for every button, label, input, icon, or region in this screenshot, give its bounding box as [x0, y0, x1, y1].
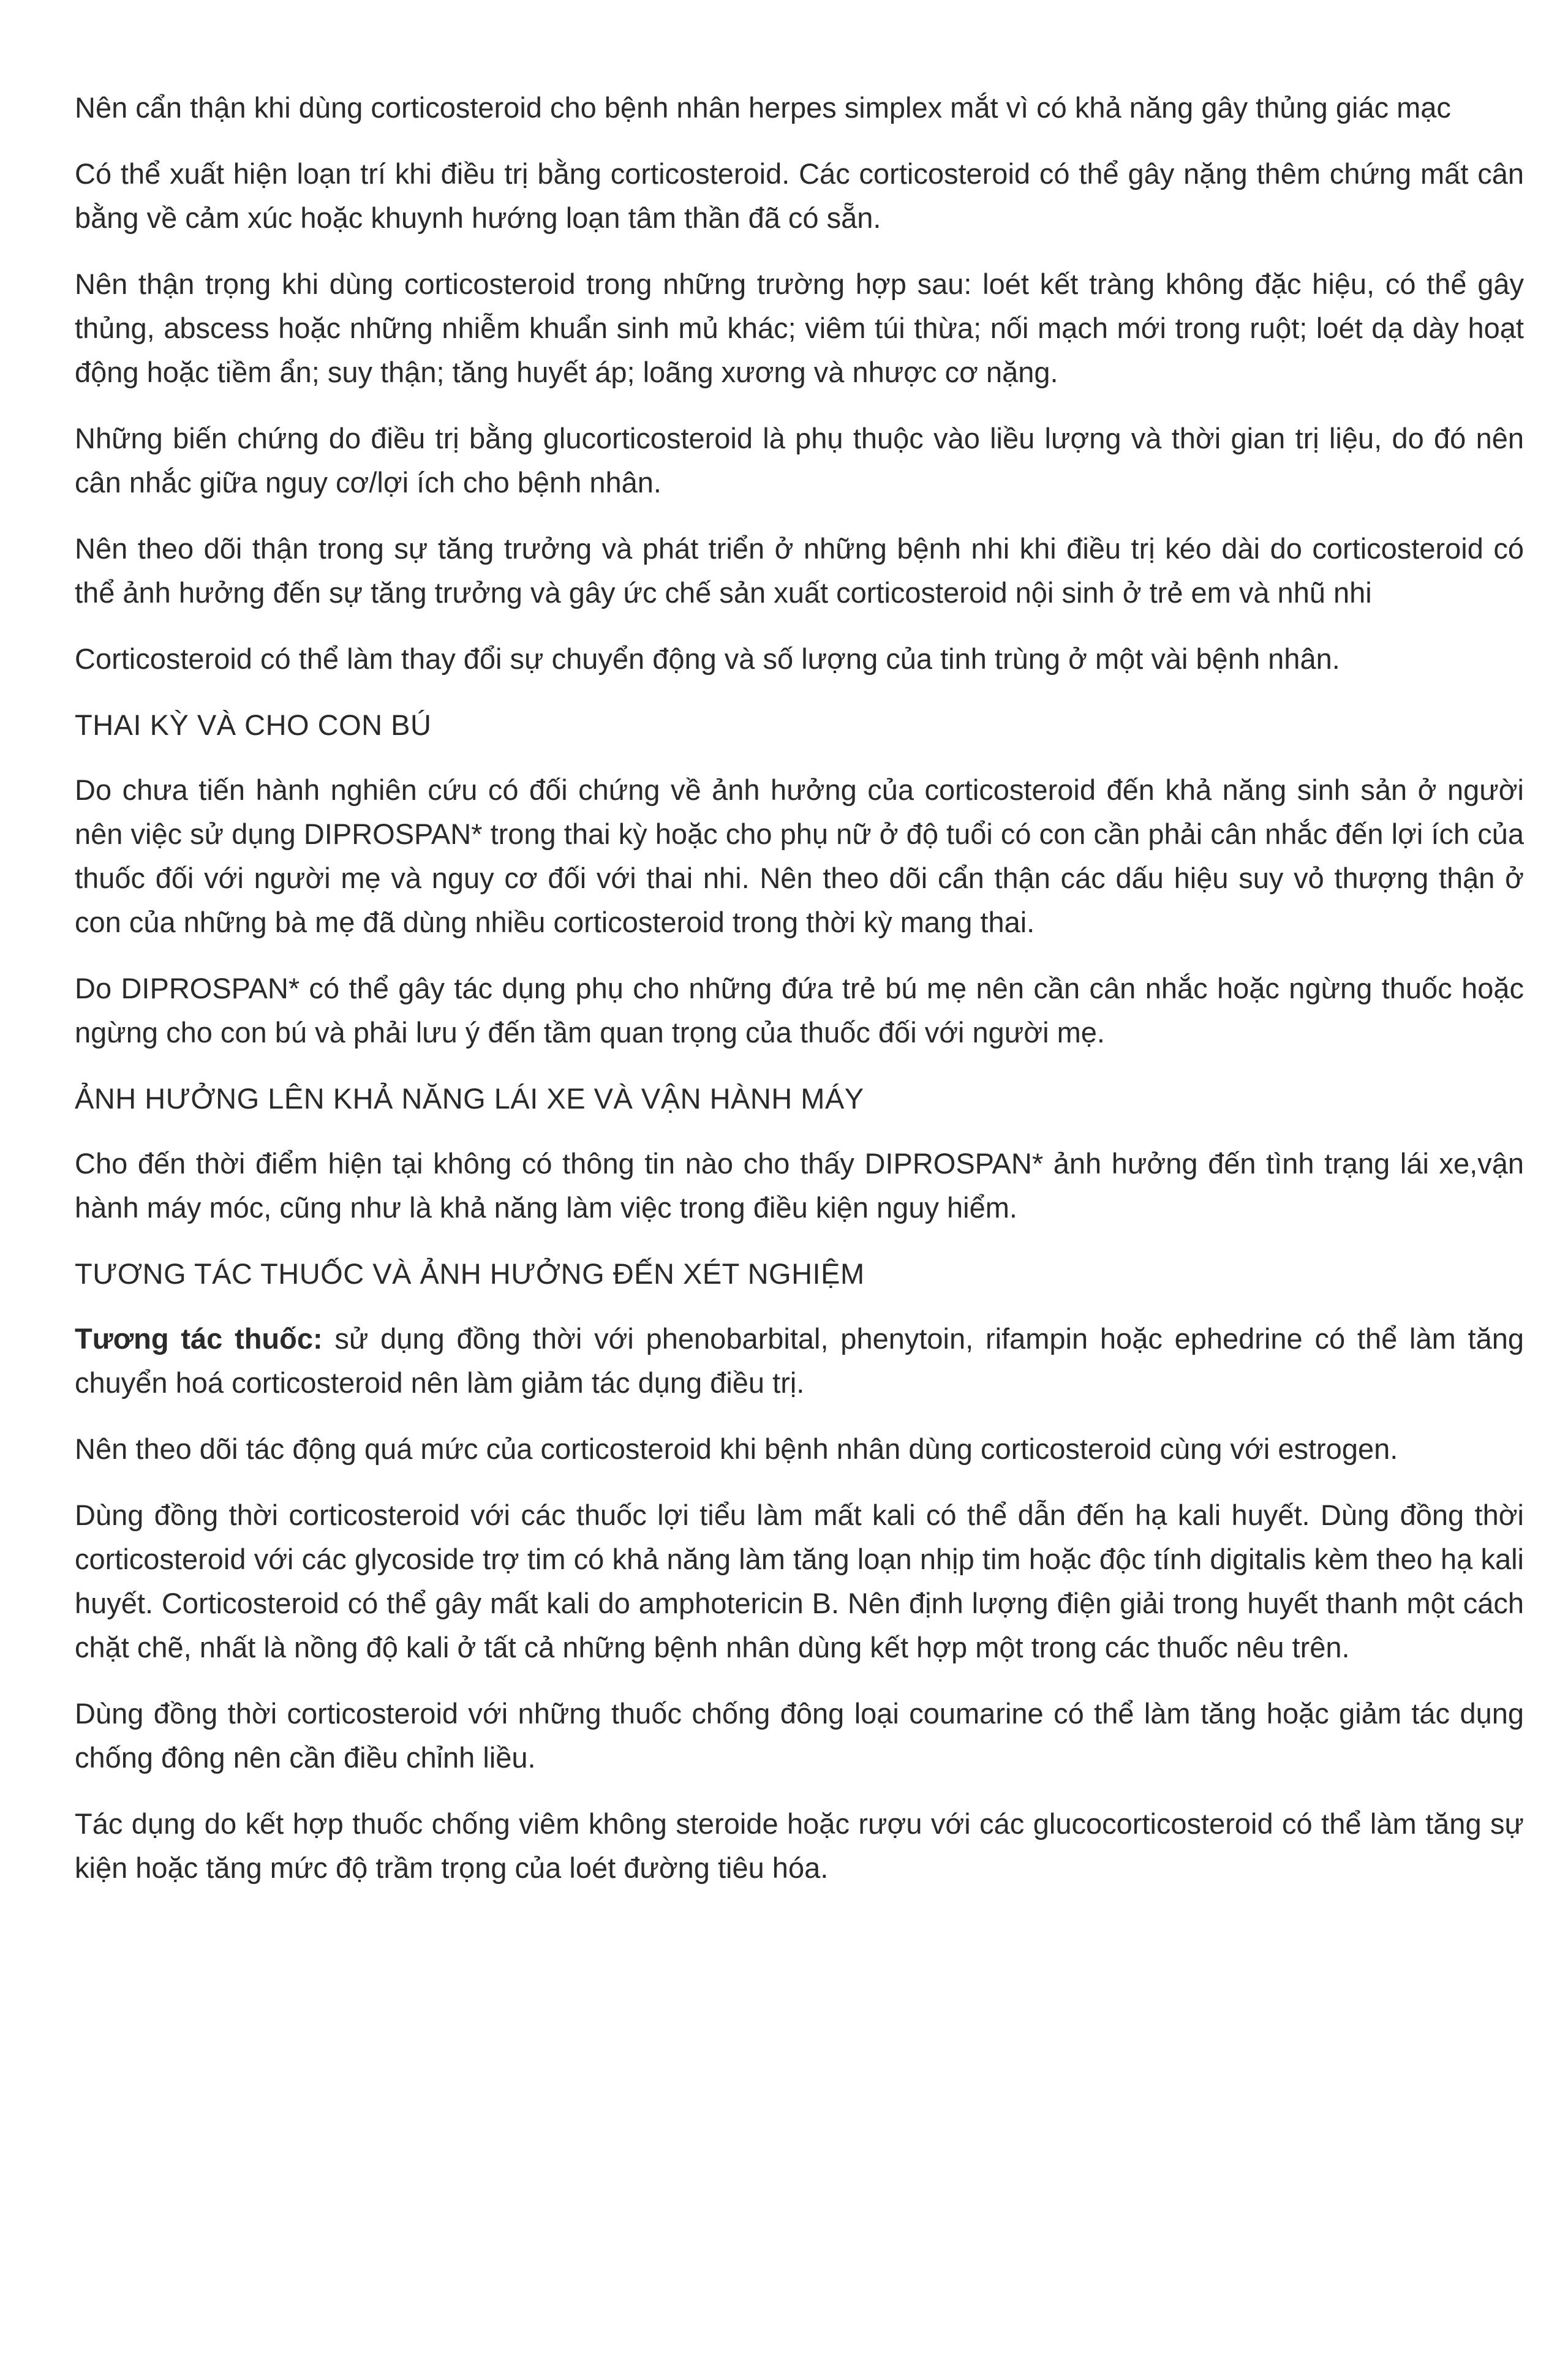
paragraph-nsaid: Tác dụng do kết hợp thuốc chống viêm không steroide hoặc rượu với các glucocorticosteroid có thể làm tăng sự kiện hoặc tăng mức độ trầm trọng của loét đường tiêu hóa. [75, 1807, 1524, 1884]
paragraph-complications: Những biến chứng do điều trị bằng glucorticosteroid là phụ thuộc vào liều lượng và thời gian trị liệu, do đó nên cân nhắc giữa nguy cơ/lợi ích cho bệnh nhân. [75, 422, 1524, 499]
paragraph-psychosis: Có thể xuất hiện loạn trí khi điều trị bằng corticosteroid. Các corticosteroid có thể gây nặng thêm chứng mất cân bằng về cảm xúc hoặc khuynh hướng loạn tâm thần đã có sẵn. [75, 157, 1524, 234]
paragraph-potassium: Dùng đồng thời corticosteroid với các thuốc lợi tiểu làm mất kali có thể dẫn đến hạ kali huyết. Dùng đồng thời corticosteroid với các glycoside trợ tim có khả năng làm tăng loạn nhịp tim hoặc độc tính digitalis kèm theo hạ kali huyết. Corticosteroid có thể gây mất kali do amphotericin B. Nên định lượng điện giải trong huyết thanh một cách chặt chẽ, nhất là nồng độ kali ở tất cả những bệnh nhân dùng kết hợp một trong các thuốc nêu trên. [75, 1499, 1524, 1663]
paragraph-breastfeeding: Do DIPROSPAN* có thể gây tác dụng phụ cho những đứa trẻ bú mẹ nên cần cân nhắc hoặc ngừng thuốc hoặc ngừng cho con bú và phải lưu ý đến tầm quan trọng của thuốc đối với người mẹ. [75, 972, 1524, 1049]
interactions-lead-label: Tương tác thuốc: [75, 1322, 323, 1355]
paragraph-pregnancy: Do chưa tiến hành nghiên cứu có đối chứng về ảnh hưởng của corticosteroid đến khả năng sinh sản ở người nên việc sử dụng DIPROSPAN* trong thai kỳ hoặc cho phụ nữ ở độ tuổi có con cần phải cân nhắc đến lợi ích của thuốc đối với người mẹ và nguy cơ đối với thai nhi. Nên theo dõi cẩn thận các dấu hiệu suy vỏ thượng thận ở con của những bà mẹ đã dùng nhiều corticosteroid trong thời kỳ mang thai. [75, 774, 1524, 938]
paragraph-herpes: Nên cẩn thận khi dùng corticosteroid cho bệnh nhân herpes simplex mắt vì có khả năng gây thủng giác mạc [75, 91, 1451, 124]
paragraph-precautions: Nên thận trọng khi dùng corticosteroid trong những trường hợp sau: loét kết tràng không đặc hiệu, có thể gây thủng, abscess hoặc những nhiễm khuẩn sinh mủ khác; viêm túi thừa; nối mạch mới trong ruột; loét dạ dày hoạt động hoặc tiềm ẩn; suy thận; tăng huyết áp; loãng xương và nhược cơ nặng. [75, 268, 1524, 388]
paragraph-pediatric: Nên theo dõi thận trong sự tăng trưởng và phát triển ở những bệnh nhi khi điều trị kéo dài do corticosteroid có thể ảnh hưởng đến sự tăng trưởng và gây ức chế sản xuất corticosteroid nội sinh ở trẻ em và nhũ nhi [75, 532, 1524, 609]
heading-driving: ẢNH HƯỞNG LÊN KHẢ NĂNG LÁI XE VÀ VẬN HÀNH MÁY [75, 1082, 864, 1115]
paragraph-driving: Cho đến thời điểm hiện tại không có thông tin nào cho thấy DIPROSPAN* ảnh hưởng đến tình trạng lái xe,vận hành máy móc, cũng như là khả năng làm việc trong điều kiện nguy hiểm. [75, 1147, 1524, 1224]
heading-pregnancy: THAI KỲ VÀ CHO CON BÚ [75, 709, 432, 741]
heading-interactions: TƯƠNG TÁC THUỐC VÀ ẢNH HƯỞNG ĐẾN XÉT NGHIỆM [75, 1257, 865, 1290]
interactions-lead-text: sử dụng đồng thời với phenobarbital, phenytoin, rifampin hoặc ephedrine có thể làm tăng chuyển hoá corticosteroid nên làm giảm tác dụng điều trị. [75, 1322, 1524, 1399]
paragraph-sperm: Corticosteroid có thể làm thay đổi sự chuyển động và số lượng của tinh trùng ở một vài bệnh nhân. [75, 642, 1340, 675]
paragraph-interactions-lead [75, 1317, 1524, 1405]
paragraph-estrogen: Nên theo dõi tác động quá mức của corticosteroid khi bệnh nhân dùng corticosteroid cùng với estrogen. [75, 1433, 1398, 1465]
document-page [75, 86, 1524, 1912]
paragraph-coumarine: Dùng đồng thời corticosteroid với những thuốc chống đông loại coumarine có thể làm tăng hoặc giảm tác dụng chống đông nên cần điều chỉnh liều. [75, 1697, 1524, 1774]
